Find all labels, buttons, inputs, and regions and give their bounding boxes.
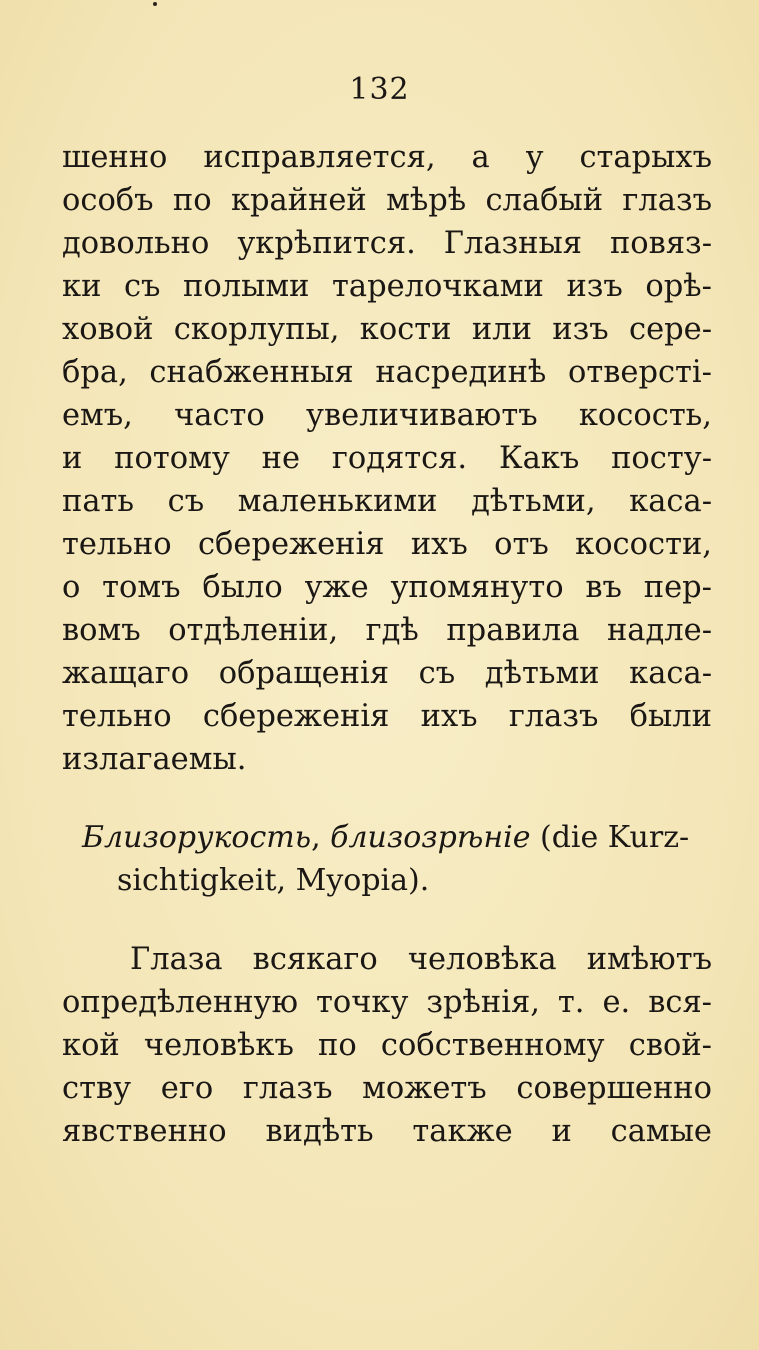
text-line: пать съ маленькими дѣтьми, каса- bbox=[62, 484, 712, 519]
text-line: бра, снабженныя насрединѣ отверсті- bbox=[62, 355, 712, 390]
text-line: тельно сбереженія ихъ глазъ были bbox=[62, 699, 712, 734]
heading-term-1: Близорукость bbox=[82, 820, 312, 855]
ink-speck bbox=[153, 2, 157, 6]
text-line: излагаемы. bbox=[62, 742, 247, 777]
heading-german-term: (die Kurz- bbox=[530, 820, 690, 855]
page-number: 132 bbox=[349, 72, 410, 107]
text-line: ству его глазъ можетъ совершенно bbox=[62, 1071, 712, 1106]
text-line: шенно исправляется, а у старыхъ bbox=[62, 140, 712, 175]
text-line: опредѣленную точку зрѣнія, т. е. вся- bbox=[62, 985, 712, 1020]
text-line: тельно сбереженія ихъ отъ косости, bbox=[62, 527, 712, 562]
heading-separator: , bbox=[311, 820, 331, 855]
text-line: кой человѣкъ по собственному свой- bbox=[62, 1028, 712, 1063]
heading-line-1 bbox=[82, 818, 712, 858]
text-line: особъ по крайней мѣрѣ слабый глазъ bbox=[62, 183, 712, 218]
text-line: вомъ отдѣленіи, гдѣ правила надле- bbox=[62, 613, 712, 648]
text-line: емъ, часто увеличиваютъ косость, bbox=[62, 398, 712, 433]
heading-line-2: sichtigkeit, Myopia). bbox=[117, 863, 430, 898]
text-line: довольно укрѣпится. Глазныя повяз- bbox=[62, 226, 712, 261]
text-line: ки съ полыми тарелочками изъ орѣ- bbox=[62, 269, 712, 304]
text-line: жащаго обращенія съ дѣтьми каса- bbox=[62, 656, 712, 691]
text-line: и потому не годятся. Какъ посту- bbox=[62, 441, 712, 476]
text-line: явственно видѣть также и самые bbox=[62, 1114, 712, 1149]
text-line: о томъ было уже упомянуто въ пер- bbox=[62, 570, 712, 605]
heading-term-2: близозрѣніе bbox=[330, 820, 531, 855]
text-line: ховой скорлупы, кости или изъ сере- bbox=[62, 312, 712, 347]
text-line: Глаза всякаго человѣка имѣютъ bbox=[130, 942, 712, 977]
